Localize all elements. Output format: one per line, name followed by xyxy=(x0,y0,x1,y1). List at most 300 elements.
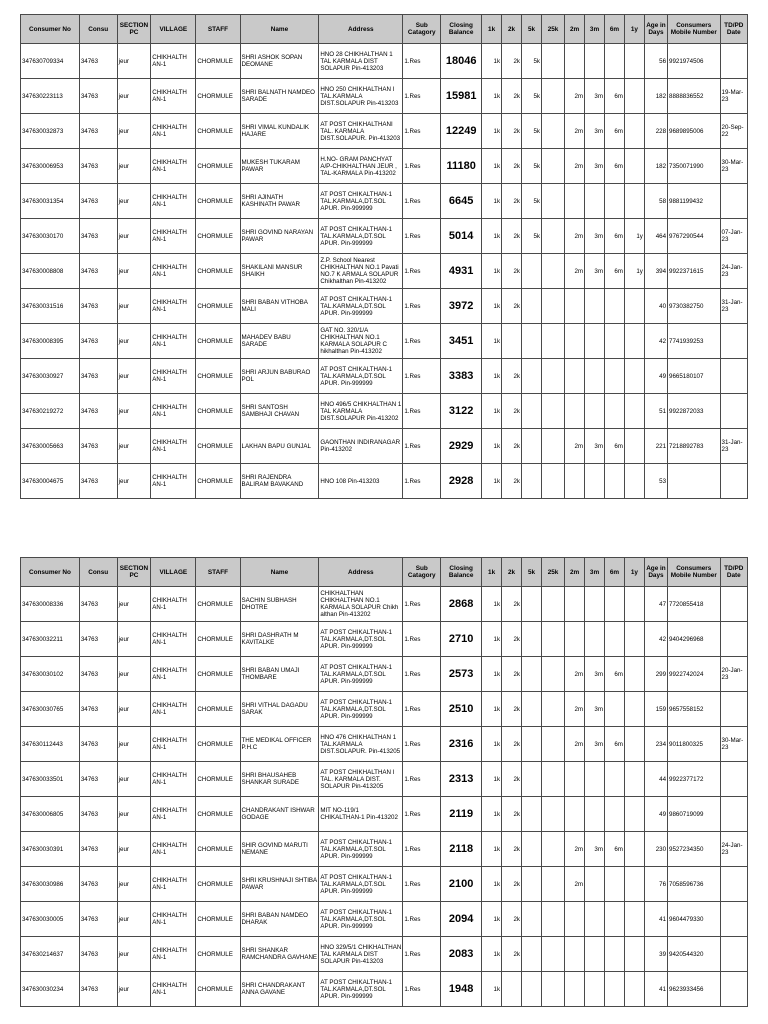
cell-1k: 1k xyxy=(482,79,502,114)
cell-25k xyxy=(541,972,564,1007)
cell-consumer-no: 347630219272 xyxy=(21,394,80,429)
cell-section-pc: jeur xyxy=(117,324,151,359)
cell-closing-balance: 6645 xyxy=(441,184,482,219)
cell-consumer-no: 347630030170 xyxy=(21,219,80,254)
header-section-pc: SECTION PC xyxy=(117,558,151,587)
cell-name: THE MEDIKAL OFFICER P.H.C xyxy=(240,727,319,762)
cell-2k: 2k xyxy=(502,762,522,797)
cell-closing-balance: 12249 xyxy=(441,114,482,149)
cell-2m: 2m xyxy=(565,114,585,149)
cell-address: HNO 28 CHIKHALTHAN 1 TAL KARMALA DIST SOLAPUR Pin-413203 xyxy=(319,44,403,79)
cell-consumer-no: 347630008336 xyxy=(21,587,80,622)
table-row xyxy=(21,324,748,359)
cell-sub-category: 1.Res xyxy=(403,219,441,254)
cell-consu: 34763 xyxy=(79,289,117,324)
cell-6m xyxy=(605,622,625,657)
cell-5k: 5k xyxy=(522,44,542,79)
cell-1k: 1k xyxy=(482,394,502,429)
cell-25k xyxy=(541,692,564,727)
cell-age-in-days: 41 xyxy=(644,902,667,937)
cell-closing-balance: 18046 xyxy=(441,44,482,79)
cell-consu: 34763 xyxy=(79,324,117,359)
cell-name: SHRI AJINATH KASHINATH PAWAR xyxy=(240,184,319,219)
cell-address: AT POST CHIKALTHAN-1 TAL.KARMALA,DT.SOL APUR. Pin-999999 xyxy=(319,184,403,219)
cell-mobile-number: 9604479330 xyxy=(668,902,721,937)
cell-sub-category: 1.Res xyxy=(403,149,441,184)
cell-3m xyxy=(585,972,605,1007)
cell-age-in-days: 228 xyxy=(644,114,667,149)
cell-consu: 34763 xyxy=(79,832,117,867)
cell-staff: CHORMULE xyxy=(196,937,240,972)
cell-2m: 2m xyxy=(565,867,585,902)
cell-mobile-number: 7058596736 xyxy=(668,867,721,902)
cell-6m xyxy=(605,762,625,797)
cell-3m xyxy=(585,359,605,394)
cell-village: CHIKHALTH AN-1 xyxy=(151,149,196,184)
cell-name: SHIR GOVIND MARUTI NEMANE xyxy=(240,832,319,867)
cell-1k: 1k xyxy=(482,149,502,184)
table-row xyxy=(21,902,748,937)
cell-td-pd-date: 20-Sep-22 xyxy=(720,114,747,149)
cell-1k: 1k xyxy=(482,464,502,499)
cell-staff: CHORMULE xyxy=(196,972,240,1007)
header-sub-category: Sub Catagory xyxy=(403,558,441,587)
cell-6m xyxy=(605,937,625,972)
cell-staff: CHORMULE xyxy=(196,114,240,149)
cell-address: AT POST CHIKALTHAN-1 TAL.KARMALA,DT.SOL APUR. Pin-999999 xyxy=(319,359,403,394)
cell-3m: 3m xyxy=(585,114,605,149)
cell-6m: 6m xyxy=(605,657,625,692)
table-row xyxy=(21,359,748,394)
cell-village: CHIKHALTH AN-1 xyxy=(151,622,196,657)
cell-5k: 5k xyxy=(522,149,542,184)
table-row xyxy=(21,832,748,867)
cell-age-in-days: 39 xyxy=(644,937,667,972)
cell-1y xyxy=(624,692,644,727)
cell-6m xyxy=(605,692,625,727)
cell-sub-category: 1.Res xyxy=(403,184,441,219)
header-staff: STAFF xyxy=(196,15,240,44)
cell-5k xyxy=(522,937,542,972)
cell-1y xyxy=(624,79,644,114)
cell-mobile-number: 7350071990 xyxy=(668,149,721,184)
cell-address: HNO 250 CHIKHALTHAN I TAL.KARMALA DIST.SOLAPUR Pin-413203 xyxy=(319,79,403,114)
header-closing-balance: Closing Balance xyxy=(441,558,482,587)
cell-td-pd-date xyxy=(720,692,747,727)
cell-1k: 1k xyxy=(482,692,502,727)
cell-consumer-no: 347630031354 xyxy=(21,184,80,219)
cell-mobile-number xyxy=(668,464,721,499)
cell-td-pd-date xyxy=(720,44,747,79)
cell-6m: 6m xyxy=(605,149,625,184)
table-row xyxy=(21,622,748,657)
cell-1y xyxy=(624,797,644,832)
cell-1y xyxy=(624,289,644,324)
cell-3m: 3m xyxy=(585,219,605,254)
cell-1y xyxy=(624,114,644,149)
cell-3m xyxy=(585,902,605,937)
cell-2k: 2k xyxy=(502,429,522,464)
cell-age-in-days: 41 xyxy=(644,972,667,1007)
cell-3m xyxy=(585,394,605,429)
cell-1k: 1k xyxy=(482,254,502,289)
cell-consu: 34763 xyxy=(79,114,117,149)
cell-2k: 2k xyxy=(502,692,522,727)
header-village: VILLAGE xyxy=(151,15,196,44)
cell-2m xyxy=(565,622,585,657)
cell-sub-category: 1.Res xyxy=(403,394,441,429)
cell-25k xyxy=(541,79,564,114)
cell-6m xyxy=(605,394,625,429)
cell-25k xyxy=(541,902,564,937)
cell-2m xyxy=(565,464,585,499)
cell-consumer-no: 347630005663 xyxy=(21,429,80,464)
cell-2m xyxy=(565,324,585,359)
cell-consu: 34763 xyxy=(79,937,117,972)
header-consu: Consu xyxy=(79,558,117,587)
table-row xyxy=(21,464,748,499)
cell-5k xyxy=(522,832,542,867)
cell-closing-balance: 2868 xyxy=(441,587,482,622)
cell-sub-category: 1.Res xyxy=(403,464,441,499)
cell-closing-balance: 2083 xyxy=(441,937,482,972)
cell-2m xyxy=(565,289,585,324)
cell-2m xyxy=(565,359,585,394)
cell-staff: CHORMULE xyxy=(196,184,240,219)
cell-closing-balance: 4931 xyxy=(441,254,482,289)
header-6m: 6m xyxy=(605,558,625,587)
cell-sub-category: 1.Res xyxy=(403,867,441,902)
cell-2k: 2k xyxy=(502,184,522,219)
cell-mobile-number: 7720855418 xyxy=(668,587,721,622)
cell-mobile-number: 8888836552 xyxy=(668,79,721,114)
cell-25k xyxy=(541,44,564,79)
table-row xyxy=(21,692,748,727)
cell-25k xyxy=(541,254,564,289)
cell-closing-balance: 2573 xyxy=(441,657,482,692)
header-5k: 5k xyxy=(522,15,542,44)
cell-6m: 6m xyxy=(605,429,625,464)
header-1y: 1y xyxy=(624,558,644,587)
cell-25k xyxy=(541,359,564,394)
cell-1k: 1k xyxy=(482,622,502,657)
cell-consu: 34763 xyxy=(79,972,117,1007)
cell-staff: CHORMULE xyxy=(196,867,240,902)
cell-address: AT POST CHIKHALTHANI TAL. KARMALA DIST.SOLAPUR. Pin-413203 xyxy=(319,114,403,149)
cell-age-in-days: 182 xyxy=(644,79,667,114)
cell-td-pd-date: 30-Mar-23 xyxy=(720,727,747,762)
cell-mobile-number: 9922872033 xyxy=(668,394,721,429)
cell-address: H.NO- GRAM PANCHYAT A/P-CHIKHALTHAN JEUR , TAL-KARMALA Pin-413202 xyxy=(319,149,403,184)
cell-mobile-number: 9404296968 xyxy=(668,622,721,657)
cell-2m xyxy=(565,902,585,937)
cell-closing-balance: 2313 xyxy=(441,762,482,797)
cell-address: HNO 108 Pin-413203 xyxy=(319,464,403,499)
cell-sub-category: 1.Res xyxy=(403,44,441,79)
cell-6m xyxy=(605,797,625,832)
cell-section-pc: jeur xyxy=(117,902,151,937)
header-consu: Consu xyxy=(79,15,117,44)
cell-1k: 1k xyxy=(482,429,502,464)
cell-2k: 2k xyxy=(502,394,522,429)
cell-address: AT POST CHIKALTHAN-1 TAL.KARMALA,DT.SOL APUR. Pin-999999 xyxy=(319,289,403,324)
cell-consumer-no: 347630032873 xyxy=(21,114,80,149)
cell-5k xyxy=(522,464,542,499)
table-row xyxy=(21,867,748,902)
table-row xyxy=(21,972,748,1007)
cell-consumer-no: 347630008808 xyxy=(21,254,80,289)
cell-village: CHIKHALTH AN-1 xyxy=(151,394,196,429)
header-sub-category: Sub Catagory xyxy=(403,15,441,44)
cell-consumer-no: 347630030102 xyxy=(21,657,80,692)
cell-3m: 3m xyxy=(585,254,605,289)
cell-consu: 34763 xyxy=(79,184,117,219)
cell-2m: 2m xyxy=(565,149,585,184)
cell-staff: CHORMULE xyxy=(196,832,240,867)
cell-5k xyxy=(522,797,542,832)
cell-3m: 3m xyxy=(585,692,605,727)
cell-age-in-days: 394 xyxy=(644,254,667,289)
cell-staff: CHORMULE xyxy=(196,464,240,499)
cell-25k xyxy=(541,394,564,429)
cell-consu: 34763 xyxy=(79,657,117,692)
cell-mobile-number: 7741939253 xyxy=(668,324,721,359)
header-3m: 3m xyxy=(585,558,605,587)
cell-address: AT POST CHIKALTHAN-1 TAL.KARMALA,DT.SOL APUR. Pin-999999 xyxy=(319,902,403,937)
cell-name: SHAKILANI MANSUR SHAIKH xyxy=(240,254,319,289)
table-row xyxy=(21,394,748,429)
header-section-pc: SECTION PC xyxy=(117,15,151,44)
cell-2m xyxy=(565,762,585,797)
cell-1k: 1k xyxy=(482,657,502,692)
cell-td-pd-date xyxy=(720,324,747,359)
cell-2k: 2k xyxy=(502,359,522,394)
cell-closing-balance: 3122 xyxy=(441,394,482,429)
cell-td-pd-date xyxy=(720,762,747,797)
cell-1y xyxy=(624,657,644,692)
cell-25k xyxy=(541,832,564,867)
cell-closing-balance: 2100 xyxy=(441,867,482,902)
cell-closing-balance: 2710 xyxy=(441,622,482,657)
table-row xyxy=(21,79,748,114)
cell-address: AT POST CHIKALTHAN-1 TAL.KARMALA,DT.SOL APUR. Pin-999999 xyxy=(319,219,403,254)
cell-25k xyxy=(541,762,564,797)
cell-section-pc: jeur xyxy=(117,464,151,499)
cell-consu: 34763 xyxy=(79,902,117,937)
cell-25k xyxy=(541,324,564,359)
cell-6m: 6m xyxy=(605,727,625,762)
cell-consu: 34763 xyxy=(79,464,117,499)
cell-closing-balance: 2510 xyxy=(441,692,482,727)
cell-1y xyxy=(624,587,644,622)
cell-closing-balance: 2928 xyxy=(441,464,482,499)
cell-village: CHIKHALTH AN-1 xyxy=(151,797,196,832)
cell-1y xyxy=(624,972,644,1007)
cell-section-pc: jeur xyxy=(117,972,151,1007)
cell-staff: CHORMULE xyxy=(196,359,240,394)
cell-consumer-no: 347630008395 xyxy=(21,324,80,359)
cell-section-pc: jeur xyxy=(117,867,151,902)
cell-village: CHIKHALTH AN-1 xyxy=(151,762,196,797)
cell-age-in-days: 56 xyxy=(644,44,667,79)
cell-consumer-no: 347630030927 xyxy=(21,359,80,394)
cell-age-in-days: 42 xyxy=(644,324,667,359)
cell-1k: 1k xyxy=(482,867,502,902)
cell-sub-category: 1.Res xyxy=(403,429,441,464)
header-mobile-number: Consumers Mobile Number xyxy=(668,558,721,587)
cell-sub-category: 1.Res xyxy=(403,657,441,692)
cell-staff: CHORMULE xyxy=(196,394,240,429)
cell-consu: 34763 xyxy=(79,762,117,797)
cell-mobile-number: 9730382750 xyxy=(668,289,721,324)
cell-section-pc: jeur xyxy=(117,114,151,149)
cell-name: LAKHAN BAPU GUNJAL xyxy=(240,429,319,464)
cell-1k: 1k xyxy=(482,184,502,219)
table-row xyxy=(21,587,748,622)
cell-sub-category: 1.Res xyxy=(403,254,441,289)
cell-age-in-days: 53 xyxy=(644,464,667,499)
cell-2m: 2m xyxy=(565,219,585,254)
cell-5k xyxy=(522,429,542,464)
cell-25k xyxy=(541,657,564,692)
cell-village: CHIKHALTH AN-1 xyxy=(151,79,196,114)
cell-consu: 34763 xyxy=(79,359,117,394)
cell-1k: 1k xyxy=(482,972,502,1007)
cell-25k xyxy=(541,727,564,762)
cell-age-in-days: 49 xyxy=(644,797,667,832)
cell-2k: 2k xyxy=(502,727,522,762)
cell-consu: 34763 xyxy=(79,254,117,289)
cell-sub-category: 1.Res xyxy=(403,902,441,937)
cell-section-pc: jeur xyxy=(117,937,151,972)
cell-6m xyxy=(605,44,625,79)
cell-section-pc: jeur xyxy=(117,359,151,394)
cell-age-in-days: 230 xyxy=(644,832,667,867)
cell-age-in-days: 51 xyxy=(644,394,667,429)
cell-name: SHRI SANTOSH SAMBHAJI CHAVAN xyxy=(240,394,319,429)
cell-mobile-number: 9922742024 xyxy=(668,657,721,692)
cell-closing-balance: 15981 xyxy=(441,79,482,114)
cell-3m xyxy=(585,184,605,219)
cell-3m: 3m xyxy=(585,79,605,114)
cell-section-pc: jeur xyxy=(117,429,151,464)
cell-1y xyxy=(624,464,644,499)
cell-consumer-no: 347630004675 xyxy=(21,464,80,499)
cell-village: CHIKHALTH AN-1 xyxy=(151,867,196,902)
cell-closing-balance: 1948 xyxy=(441,972,482,1007)
cell-5k xyxy=(522,657,542,692)
cell-td-pd-date: 24-Jan-23 xyxy=(720,832,747,867)
cell-staff: CHORMULE xyxy=(196,657,240,692)
header-5k: 5k xyxy=(522,558,542,587)
cell-consumer-no: 347630006953 xyxy=(21,149,80,184)
cell-closing-balance: 3383 xyxy=(441,359,482,394)
cell-age-in-days: 234 xyxy=(644,727,667,762)
table-row xyxy=(21,657,748,692)
cell-6m xyxy=(605,972,625,1007)
cell-25k xyxy=(541,587,564,622)
cell-age-in-days: 464 xyxy=(644,219,667,254)
cell-2k: 2k xyxy=(502,79,522,114)
cell-5k xyxy=(522,324,542,359)
cell-5k xyxy=(522,692,542,727)
header-address: Address xyxy=(319,558,403,587)
cell-6m: 6m xyxy=(605,832,625,867)
cell-name: CHANDRAKANT ISHWAR GODAGE xyxy=(240,797,319,832)
cell-section-pc: jeur xyxy=(117,587,151,622)
cell-name: SHRI BABAN UMAJI THOMBARE xyxy=(240,657,319,692)
cell-1y xyxy=(624,937,644,972)
cell-name: SHRI KRUSHNAJI SHTIBA PAWAR xyxy=(240,867,319,902)
cell-village: CHIKHALTH AN-1 xyxy=(151,324,196,359)
cell-village: CHIKHALTH AN-1 xyxy=(151,587,196,622)
cell-25k xyxy=(541,937,564,972)
cell-address: AT POST CHIKALTHAN-1 TAL.KARMALA,DT.SOL APUR. Pin-999999 xyxy=(319,867,403,902)
cell-name: SACHIN SUBHASH DHOTRE xyxy=(240,587,319,622)
cell-mobile-number: 9420544320 xyxy=(668,937,721,972)
cell-6m xyxy=(605,289,625,324)
cell-name: SHRI SHANKAR RAMCHANDRA GAVHANE xyxy=(240,937,319,972)
header-2m: 2m xyxy=(565,558,585,587)
cell-staff: CHORMULE xyxy=(196,622,240,657)
cell-mobile-number: 9689895006 xyxy=(668,114,721,149)
cell-3m xyxy=(585,622,605,657)
header-age-in-days: Age in Days xyxy=(644,15,667,44)
cell-25k xyxy=(541,219,564,254)
cell-staff: CHORMULE xyxy=(196,79,240,114)
cell-sub-category: 1.Res xyxy=(403,324,441,359)
cell-closing-balance: 3972 xyxy=(441,289,482,324)
cell-6m: 6m xyxy=(605,114,625,149)
cell-sub-category: 1.Res xyxy=(403,797,441,832)
header-1y: 1y xyxy=(624,15,644,44)
cell-address: AT POST CHIKALTHAN-1 TAL.KARMALA,DT.SOL APUR. Pin-999999 xyxy=(319,832,403,867)
cell-1k: 1k xyxy=(482,902,502,937)
cell-2m xyxy=(565,44,585,79)
cell-6m xyxy=(605,587,625,622)
cell-sub-category: 1.Res xyxy=(403,832,441,867)
cell-2m xyxy=(565,184,585,219)
cell-2k: 2k xyxy=(502,254,522,289)
cell-age-in-days: 76 xyxy=(644,867,667,902)
cell-td-pd-date xyxy=(720,867,747,902)
cell-name: SHRI CHANDRAKANT ANNA GAVANE xyxy=(240,972,319,1007)
cell-section-pc: jeur xyxy=(117,797,151,832)
cell-address: HNO 329/5/1 CHIKHALTHAN TAL KARMALA DIST SOLAPUR Pin-413203 xyxy=(319,937,403,972)
cell-address: GAT NO. 320/1/A CHIKHALTHAN NO.1 KARMALA SOLAPUR C hikhalthan Pin-413202 xyxy=(319,324,403,359)
cell-address: AT POST CHIKHALTHAN I TAL. KARMALA DIST. SOLAPUR Pin-413205 xyxy=(319,762,403,797)
cell-section-pc: jeur xyxy=(117,254,151,289)
cell-mobile-number: 9922371615 xyxy=(668,254,721,289)
consumer-table-2 xyxy=(20,557,748,1007)
cell-1y xyxy=(624,867,644,902)
header-village: VILLAGE xyxy=(151,558,196,587)
cell-3m: 3m xyxy=(585,429,605,464)
cell-3m xyxy=(585,44,605,79)
cell-td-pd-date: 07-Jan-23 xyxy=(720,219,747,254)
cell-staff: CHORMULE xyxy=(196,762,240,797)
table-row xyxy=(21,937,748,972)
cell-6m xyxy=(605,359,625,394)
cell-td-pd-date: 19-Mar-23 xyxy=(720,79,747,114)
cell-25k xyxy=(541,464,564,499)
cell-village: CHIKHALTH AN-1 xyxy=(151,902,196,937)
table-row xyxy=(21,114,748,149)
cell-staff: CHORMULE xyxy=(196,902,240,937)
cell-section-pc: jeur xyxy=(117,184,151,219)
cell-consumer-no: 347630112443 xyxy=(21,727,80,762)
cell-mobile-number: 9922377172 xyxy=(668,762,721,797)
